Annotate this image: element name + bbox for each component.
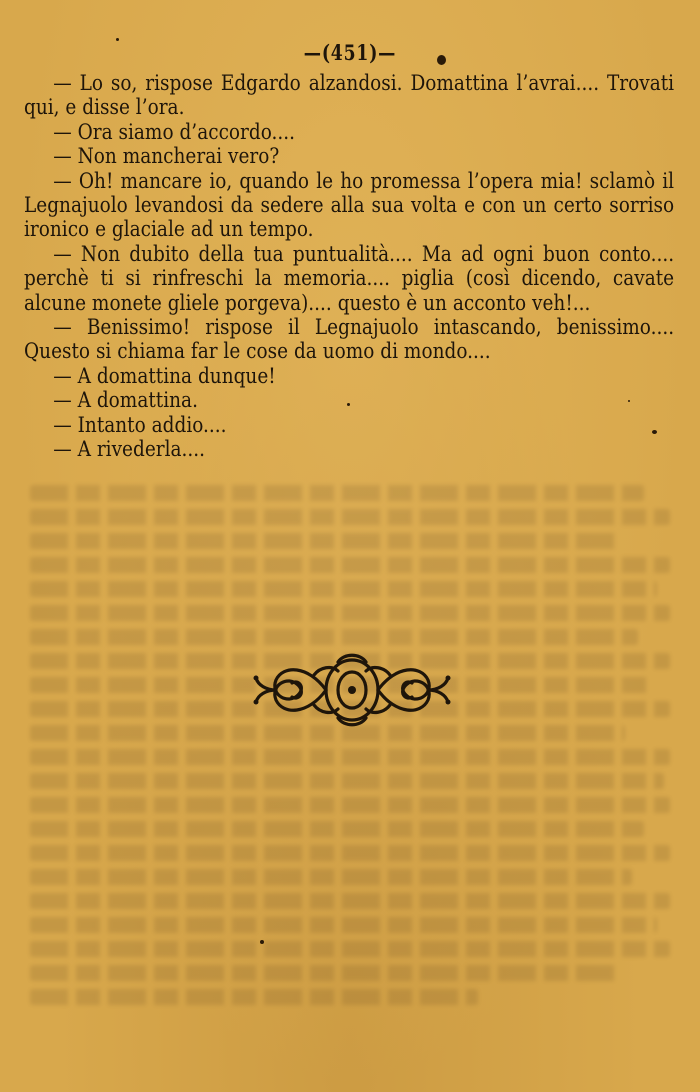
ink-speck <box>652 430 657 434</box>
paragraph: — A rivederla.... <box>53 437 206 463</box>
paragraph: — A domattina dunque! <box>53 363 276 389</box>
paragraph: — Oh! mancare io, quando le ho promessa l’opera mia! sclamò il Legnajuolo levandosi da sedere alla sua volta e con un certo sorriso ironico e glaciale ad un tempo. <box>24 168 675 243</box>
paragraph: — Lo so, rispose Edgardo alzandosi. Domattina l’avrai.... Trovati qui, e disse l’ora. <box>24 71 675 121</box>
ornament-flourish-icon <box>248 645 456 735</box>
paragraph: — Non dubito della tua puntualità.... Ma ad ogni buon conto.... perchè ti si rinfreschi la memoria.... piglia (così dicendo, cavate alcune monete gliele porgeva).... questo è un acconto veh!... <box>24 241 675 316</box>
ink-speck <box>437 55 446 65</box>
ink-speck <box>260 940 264 944</box>
paragraph: — Ora siamo d’accordo.... <box>53 119 296 145</box>
ink-speck <box>347 403 350 406</box>
paragraph: — Non mancherai vero? <box>53 144 280 170</box>
ink-speck <box>116 38 119 41</box>
ink-speck <box>628 400 630 402</box>
page-number-header: —(451)— <box>303 40 397 65</box>
paragraph: — Intanto addio.... <box>53 412 227 438</box>
paragraph: — A domattina. <box>53 388 198 414</box>
paragraph: — Benissimo! rispose il Legnajuolo intascando, benissimo.... Questo si chiama far le cose da uomo di mondo.... <box>24 315 675 365</box>
show-through-text <box>30 485 670 1045</box>
